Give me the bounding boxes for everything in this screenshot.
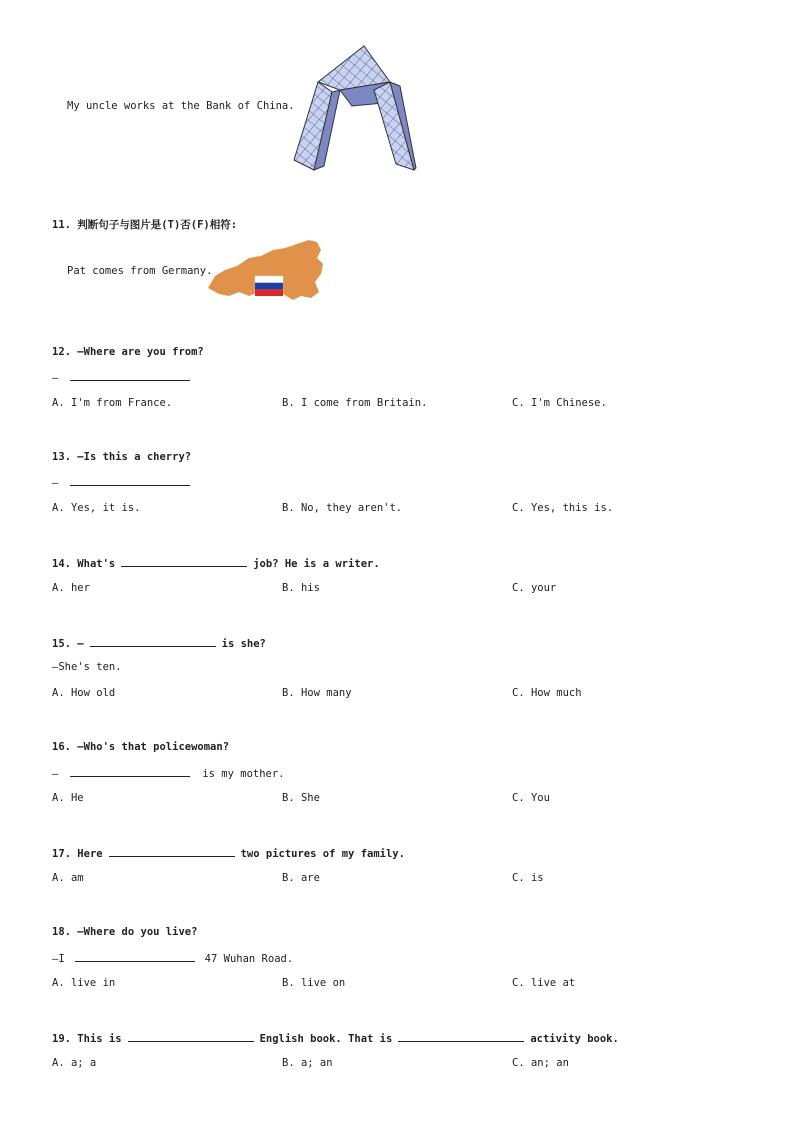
question-text-after: job? He is a writer. <box>253 558 380 570</box>
question-number: 12. <box>52 346 71 358</box>
q12-option-a[interactable]: A. I'm from France. <box>52 397 173 409</box>
q15-option-c[interactable]: C. How much <box>512 687 582 699</box>
question-number: 16. <box>52 741 71 753</box>
question-prompt: —Who's that policewoman? <box>77 741 230 753</box>
fill-blank[interactable] <box>109 846 235 857</box>
answer-text-after: is my mother. <box>202 768 285 780</box>
q16-option-c[interactable]: C. You <box>512 792 550 804</box>
q18-option-b[interactable]: B. live on <box>282 977 346 989</box>
q16-option-a[interactable]: A. He <box>52 792 84 804</box>
question-15-heading <box>52 636 266 650</box>
answer-blank[interactable] <box>70 475 190 486</box>
question-13-heading <box>52 451 191 463</box>
question-text-before: — <box>77 638 84 650</box>
question-18-heading <box>52 926 197 938</box>
question-text-after: is she? <box>221 638 266 650</box>
answer-text-after: 47 Wuhan Road. <box>204 953 294 965</box>
cctv-building-image <box>290 42 418 176</box>
question-17-heading <box>52 846 405 860</box>
question-text-before: Here <box>77 848 103 860</box>
q16-option-b[interactable]: B. She <box>282 792 320 804</box>
question-number: 19. <box>52 1033 71 1045</box>
question-prompt: —Is this a cherry? <box>77 451 192 463</box>
answer-dash: — <box>52 372 59 384</box>
q15-option-a[interactable]: A. How old <box>52 687 116 699</box>
answer-dash: — <box>52 477 59 489</box>
q16-answer-line <box>52 766 285 780</box>
q12-option-b[interactable]: B. I come from Britain. <box>282 397 428 409</box>
q19-option-b[interactable]: B. a; an <box>282 1057 333 1069</box>
q12-answer-line <box>52 370 196 384</box>
q18-option-c[interactable]: C. live at <box>512 977 576 989</box>
question-14-heading <box>52 556 380 570</box>
q19-option-a[interactable]: A. a; a <box>52 1057 97 1069</box>
fill-blank-1[interactable] <box>128 1031 254 1042</box>
question-number: 13. <box>52 451 71 463</box>
q19-option-c[interactable]: C. an; an <box>512 1057 569 1069</box>
q13-option-a[interactable]: A. Yes, it is. <box>52 502 141 514</box>
question-19-heading <box>52 1031 619 1045</box>
question-number: 14. <box>52 558 71 570</box>
q11-sentence: Pat comes from Germany. <box>67 265 213 277</box>
question-prompt: —Where do you live? <box>77 926 198 938</box>
answer-blank[interactable] <box>70 766 190 777</box>
fill-blank[interactable] <box>121 556 247 567</box>
question-prompt: —Where are you from? <box>77 346 204 358</box>
question-text-before: What's <box>77 558 116 570</box>
q18-answer-line <box>52 951 293 965</box>
fill-blank-2[interactable] <box>398 1031 524 1042</box>
q15-reply: —She's ten. <box>52 661 122 673</box>
q15-option-b[interactable]: B. How many <box>282 687 352 699</box>
q14-option-a[interactable]: A. her <box>52 582 90 594</box>
intro-sentence: My uncle works at the Bank of China. <box>67 100 295 112</box>
question-16-heading <box>52 741 229 753</box>
answer-text-before: —I <box>52 953 65 965</box>
q13-answer-line <box>52 475 196 489</box>
q13-option-b[interactable]: B. No, they aren't. <box>282 502 403 514</box>
question-number: 17. <box>52 848 71 860</box>
fill-blank[interactable] <box>90 636 216 647</box>
q17-option-b[interactable]: B. are <box>282 872 320 884</box>
q14-option-c[interactable]: C. your <box>512 582 557 594</box>
question-number: 15. <box>52 638 71 650</box>
question-text-after: two pictures of my family. <box>240 848 405 860</box>
question-number: 11. <box>52 219 71 231</box>
q18-option-a[interactable]: A. live in <box>52 977 116 989</box>
question-text-part2: English book. That is <box>259 1033 393 1045</box>
russia-map-image <box>205 236 327 306</box>
question-text-part3: activity book. <box>530 1033 619 1045</box>
q14-option-b[interactable]: B. his <box>282 582 320 594</box>
q17-option-a[interactable]: A. am <box>52 872 84 884</box>
question-12-heading <box>52 346 204 358</box>
answer-blank[interactable] <box>70 370 190 381</box>
answer-blank[interactable] <box>75 951 195 962</box>
question-11-heading <box>52 217 237 232</box>
question-text-part1: This is <box>77 1033 122 1045</box>
q17-option-c[interactable]: C. is <box>512 872 544 884</box>
question-instruction: 判断句子与图片是(T)否(F)相符: <box>77 219 238 231</box>
question-number: 18. <box>52 926 71 938</box>
q12-option-c[interactable]: C. I'm Chinese. <box>512 397 607 409</box>
answer-dash: — <box>52 768 59 780</box>
q13-option-c[interactable]: C. Yes, this is. <box>512 502 614 514</box>
